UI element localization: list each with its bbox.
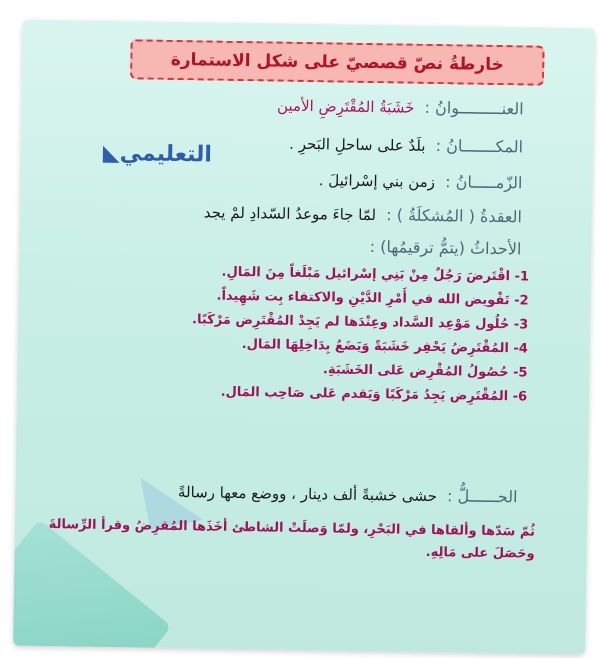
event-item: 6- المُقْتَرِض يَجِدُ مَرْكَبًا وَيَقدم عَلى صَاحِب المَال.	[220, 384, 528, 405]
event-item: 1- اقْتَرضَ رَجُلٌ مِنْ بَنِي إسْرائيل مَبْلَغاً مِنَ المَالِ.	[221, 264, 530, 285]
watermark-faded: ◣	[136, 447, 205, 539]
field-value: لمّا جاءَ موعدُ السّدادِ لمْ يجد	[203, 203, 377, 225]
event-item: 4- المُقْتَرِضُ يَحْفِر خَشَبَةً وَيَضَعُ بِدَاخِلِهَا المَال.	[241, 337, 528, 357]
field-place	[289, 134, 523, 157]
event-item: 2- تَفْويض الله في أَمْرِ الدَّيْنِ والاكتفاء بِت شَهِيداً.	[216, 288, 529, 309]
field-value: زمن بني إسْرائيلَ .	[318, 171, 436, 192]
event-item: 5- حُصُولُ المُقْرِض عَلى الخَشَبَةِ.	[322, 362, 528, 381]
event-item: 3- حُلُول مَوْعِد السَّداد وعِنْدَها لم يَجِدْ المُقْتَرِض مَرْكَبًا.	[191, 312, 529, 333]
solution-note-line2: وحَصَلَ على مَالِهِ.	[425, 544, 535, 562]
page-title: خارطةُ نصّ قصصيّ على شكل الاستمارة	[170, 49, 504, 76]
field-label: المكـــــــانُ :	[435, 136, 524, 157]
solution-value: حشى خشبةً ألف دينار ، ووضع معها رسالةً	[177, 483, 438, 506]
field-solution	[178, 482, 518, 506]
title-box	[130, 39, 545, 85]
watermark-logo: ◣التعليمي	[102, 140, 213, 168]
solution-note-line1: ثُمّ سَدّها وألقاها في البَحْرِ، ولمّا وَصلَتْ الشاطئ أخَذَها المُقرِضُ وقرأ الرِّسالةَ	[48, 517, 536, 540]
field-label: الزّمـــــانُ :	[445, 172, 523, 193]
field-value: خَشَبَةُ المُقْتَرِضِ الأمين	[276, 96, 415, 117]
events-heading	[370, 237, 522, 258]
field-title	[277, 96, 524, 119]
field-time	[319, 170, 523, 192]
folded-corner	[13, 519, 171, 654]
worksheet-card	[13, 20, 595, 655]
field-label: العقدةُ ( المُشكلَةُ ) :	[386, 205, 523, 227]
solution-label: الحــــــلُّ :	[446, 486, 518, 507]
field-conflict	[204, 202, 522, 226]
field-value: بلَدٌ على ساحلِ البَحرِ .	[289, 134, 426, 155]
field-label: العنـــــــــوانُ :	[424, 97, 524, 119]
events-label: الأحداثُ (يتمُّ ترقيمُها) :	[369, 237, 522, 259]
